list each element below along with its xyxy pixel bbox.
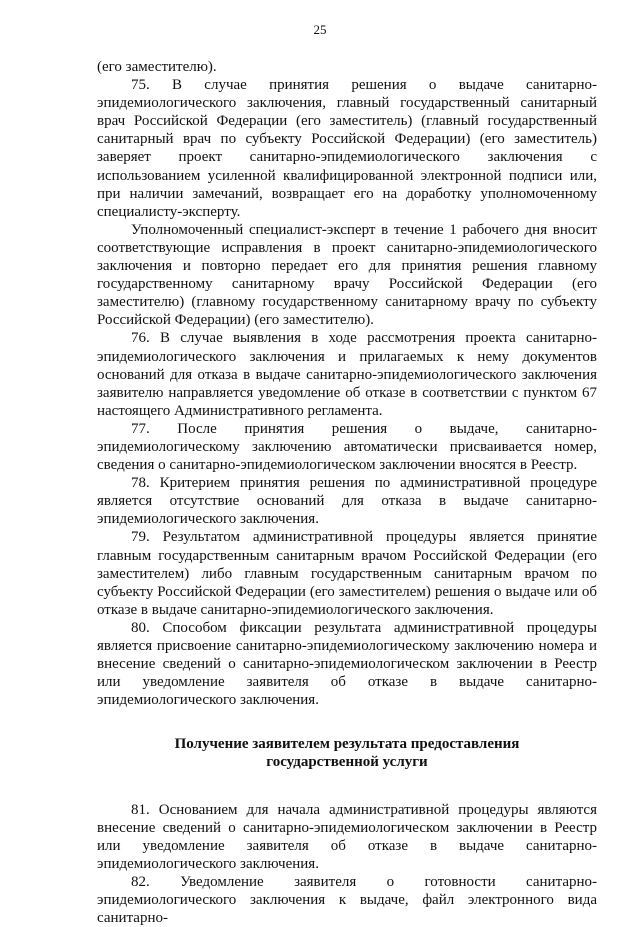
page-number: 25 bbox=[313, 22, 327, 37]
document-body bbox=[97, 58, 597, 927]
paragraph-75: 75. В случае принятия решения о выдаче санитарно-эпидемиологического заключения, главный государственный санитарный врач Российской Федерации (его заместитель) (главный государственный санитарный врач по субъекту Российской Федерации) (его заместитель) заверяет проект санитарно-эпидемиологического заключения с использованием усиленной квалифицированной электронной подписи или, при наличии замечаний, возвращает его на доработку уполномоченному специалисту-эксперту. bbox=[97, 77, 597, 220]
paragraph-77: 77. После принятия решения о выдаче, санитарно-эпидемиологическому заключению автоматически присваивается номер, сведения о санитарно-эпидемиологическом заключении вносятся в Реестр. bbox=[97, 420, 597, 474]
paragraph-75-expert: Уполномоченный специалист-эксперт в течение 1 рабочего дня вносит соответствующие исправления в проект санитарно-эпидемиологического заключения и повторно передает его для принятия решения главному государственному санитарному врачу Российской Федерации (его заместителю) (главному государственному санитарному врачу по субъекту Российской Федерации) (его заместителю). bbox=[97, 221, 597, 329]
paragraph-78: 78. Критерием принятия решения по административной процедуре является отсутствие оснований для отказа в выдаче санитарно-эпидемиологического заключения. bbox=[97, 475, 597, 528]
paragraph-80: 80. Способом фиксации результата административной процедуры является присвоение санитарно-эпидемиологическому заключению номера и внесение сведений о санитарно-эпидемиологическом заключении в Реестр или уведомление заявителя об отказе в выдаче санитарно-эпидемиологического заключения. bbox=[97, 619, 597, 709]
section-heading-line-2: государственной услуги bbox=[266, 754, 428, 771]
paragraph-76: 76. В случае выявления в ходе рассмотрения проекта санитарно-эпидемиологического заключения и прилагаемых к нему документов оснований для отказа в выдаче санитарно-эпидемиологического заключения заявителю направляется уведомление об отказе в соответствии с пунктом 67 настоящего Административного регламента. bbox=[97, 330, 597, 419]
paragraph-continuation: (его заместителю). bbox=[97, 59, 217, 75]
paragraph-79: 79. Результатом административной процедуры является принятие главным государственным санитарным врачом Российской Федерации (его заместителем) либо главным государственным санитарным врачом по субъекту Российской Федерации (его заместителем) решения о выдаче или об отказе в выдаче санитарно-эпидемиологического заключения. bbox=[97, 529, 597, 618]
section-heading bbox=[97, 735, 597, 771]
section-heading-line-1: Получение заявителем результата предоставления bbox=[174, 736, 520, 753]
paragraph-81: 81. Основанием для начала административной процедуры являются внесение сведений о санитарно-эпидемиологическом заключении в Реестр или уведомление заявителя об отказе в выдаче санитарно-эпидемиологического заключения. bbox=[97, 801, 597, 872]
paragraph-82: 82. Уведомление заявителя о готовности санитарно-эпидемиологического заключения к выдаче, файл электронного вида санитарно- bbox=[97, 873, 597, 927]
